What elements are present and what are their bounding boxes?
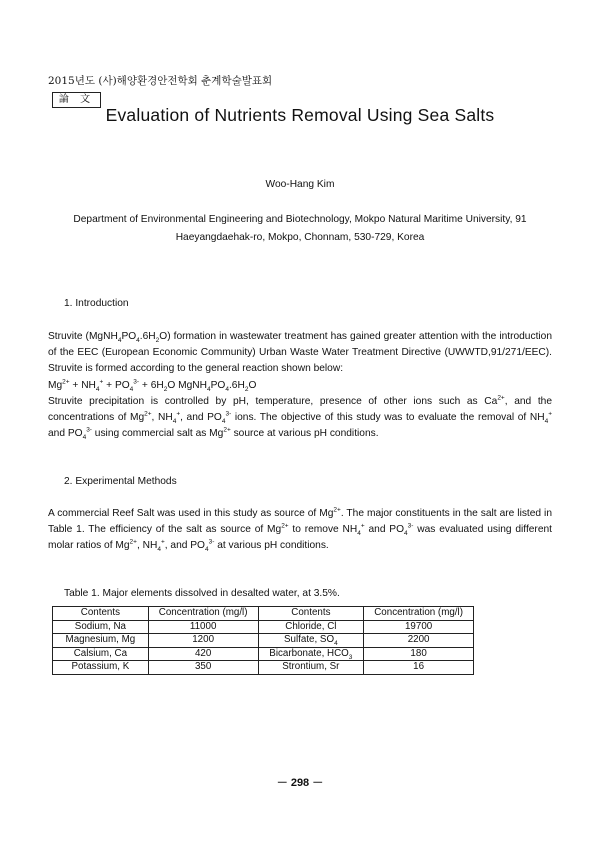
section-1-body <box>48 329 552 442</box>
table-cell: Chloride, Cl <box>258 620 364 634</box>
page-number: － 298 － <box>276 777 324 789</box>
table-caption: Table 1. Major elements dissolved in desalted water, at 3.5%. <box>64 588 340 599</box>
methods-paragraph: A commercial Reef Salt was used in this study as source of $Mg^{2+}$. The major constituents in the salt are listed in Table 1. The efficiency of the salt as source of $Mg^{2+}$ to remove $NH_4^+$ and $PO_4^{3-}$ was evaluated using different molar ratios of $Mg^{2+}$, $NH_4^+$, and $PO_4^{3-}$ at various pH conditions. <box>48 506 552 554</box>
table-cell: 2200 <box>364 634 474 648</box>
intro-paragraph-1: Struvite $(MgNH_4PO_4.6H_2O)$ formation in wastewater treatment has gained greater attention with the introduction of the EEC (European Economic Community) Urban Waste Water Treatment Directive (UWWTD,91/271/EEC). Struvite is formed according to the general reaction shown below: <box>48 331 552 375</box>
table-cell: 11000 <box>148 620 258 634</box>
table-cell: Bicarbonate, $HCO_3$ <box>258 647 364 661</box>
table-row <box>53 634 474 648</box>
table-cell: Sulfate, $SO_4$ <box>258 634 364 648</box>
table-cell: Strontium, Sr <box>258 661 364 675</box>
table-cell: Potassium, K <box>53 661 149 675</box>
table-cell: 1200 <box>148 634 258 648</box>
table-row <box>53 647 474 661</box>
table-cell: Sodium, Na <box>53 620 149 634</box>
table-cell: 180 <box>364 647 474 661</box>
section-2-heading: 2. Experimental Methods <box>64 476 177 487</box>
affiliation-line-2: Haeyangdaehak-ro, Mokpo, Chonnam, 530-729, Korea <box>175 232 425 243</box>
table-row <box>53 661 474 675</box>
conference-header: 2015년도 (사)해양환경안전학회 춘계학술발표회 <box>48 75 273 87</box>
intro-paragraph-2: Struvite precipitation is controlled by pH, temperature, presence of other ions such as $Ca^{2+}$, and the concentrations of $Mg^{2+}$, $NH_4^+$, and $PO_4^{3-}$ ions. The objective of this study was to evaluate the removal of $NH_4^+$ and $PO_4^{3-}$ using commercial salt as $Mg^{2+}$ source at various pH conditions. <box>48 394 553 442</box>
struvite-reaction: $Mg^{2+} + NH_4^+ + PO_4^{3-} + 6H_2O$ $MgNH_4PO_4.6H_2O$ <box>48 378 257 393</box>
table-cell: 16 <box>364 661 474 675</box>
affiliation <box>55 211 545 247</box>
section-1-heading: 1. Introduction <box>64 298 129 309</box>
header-concentration: Concentration (mg/l) <box>364 607 474 621</box>
header-contents: Contents <box>258 607 364 621</box>
table-row <box>53 620 474 634</box>
major-elements-table <box>52 606 474 675</box>
author-name: Woo-Hang Kim <box>265 179 335 190</box>
article-type-tag: 論 文 <box>52 92 101 108</box>
header-concentration: Concentration (mg/l) <box>148 607 258 621</box>
table-cell: Calsium, Ca <box>53 647 149 661</box>
table-cell: 19700 <box>364 620 474 634</box>
paper-title: Evaluation of Nutrients Removal Using Sea Salts <box>105 105 495 125</box>
header-contents: Contents <box>53 607 149 621</box>
table-cell: 350 <box>148 661 258 675</box>
table-cell: 420 <box>148 647 258 661</box>
table-header-row <box>53 607 474 621</box>
section-2-body <box>48 506 552 555</box>
affiliation-line-1: Department of Environmental Engineering and Biotechnology, Mokpo Natural Maritime University, 91 <box>73 214 527 225</box>
table-cell: Magnesium, Mg <box>53 634 149 648</box>
